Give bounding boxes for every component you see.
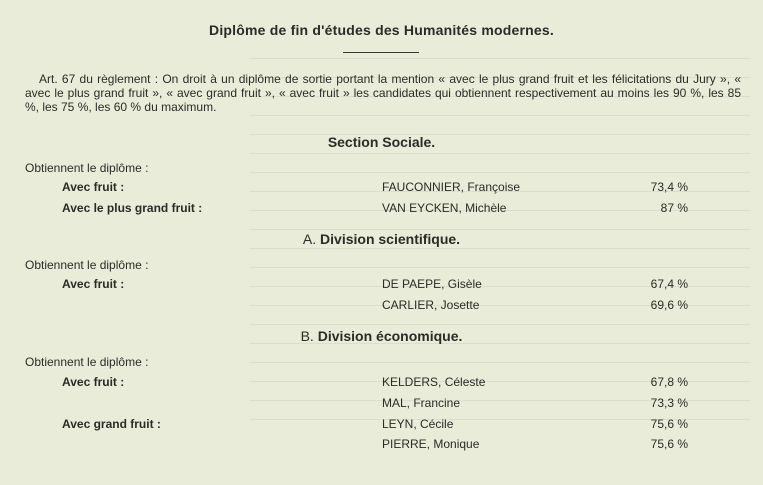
article-paragraph: Art. 67 du règlement : On droit à un diplôme de sortie portant la mention « avec le plus grand fruit et les félicitations du Jury », « avec le plus grand fruit », « avec grand fruit », « avec fruit » les candidates qui obtiennent respectivement au moins les 90 %, les 85 %, les 75 %, les 60 % du maximum.	[25, 72, 741, 114]
title-divider	[343, 52, 419, 53]
row-label: Avec fruit :	[62, 180, 125, 194]
candidate-percent: 67,8 %	[650, 375, 688, 389]
candidate-name: VAN EYCKEN, Michèle	[382, 201, 507, 215]
row-label: Avec grand fruit :	[62, 417, 161, 431]
row-label: Avec fruit :	[62, 277, 125, 291]
candidate-name: CARLIER, Josette	[382, 298, 480, 312]
candidate-percent: 87 %	[660, 201, 688, 215]
row-label: Avec fruit :	[62, 375, 125, 389]
candidate-percent: 75,6 %	[650, 417, 688, 431]
heading-text: Division économique.	[317, 328, 463, 344]
section-heading-scientifique	[0, 231, 763, 247]
heading-text: Division scientifique.	[320, 231, 461, 247]
candidate-percent: 73,4 %	[650, 180, 688, 194]
candidate-percent: 69,6 %	[650, 298, 688, 312]
candidate-name: PIERRE, Monique	[382, 437, 480, 451]
candidate-name: DE PAEPE, Gisèle	[382, 277, 482, 291]
section-heading-economique	[0, 328, 763, 344]
candidate-name: KELDERS, Céleste	[382, 375, 486, 389]
row-label: Avec le plus grand fruit :	[62, 201, 203, 215]
candidate-percent: 67,4 %	[650, 277, 688, 291]
intro-economique: Obtiennent le diplôme :	[25, 355, 149, 369]
candidate-percent: 73,3 %	[650, 396, 688, 410]
section-heading-sociale: Section Sociale.	[327, 134, 436, 150]
candidate-percent: 75,6 %	[650, 437, 688, 451]
candidate-name: LEYN, Cécile	[382, 417, 454, 431]
heading-prefix: A.	[302, 231, 317, 247]
heading-prefix: B.	[300, 328, 314, 344]
document-title: Diplôme de fin d'études des Humanités modernes.	[209, 22, 554, 38]
candidate-name: FAUCONNIER, Françoise	[382, 180, 521, 194]
intro-scientifique: Obtiennent le diplôme :	[25, 258, 149, 272]
intro-sociale: Obtiennent le diplôme :	[25, 161, 149, 175]
candidate-name: MAL, Francine	[382, 396, 461, 410]
